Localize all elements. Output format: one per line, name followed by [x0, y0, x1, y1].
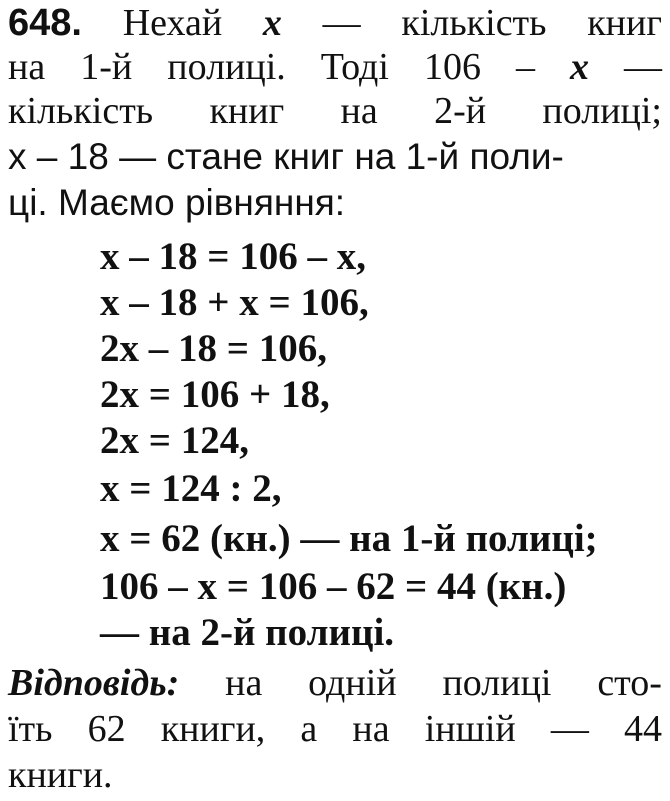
- word: полиці: [442, 662, 552, 704]
- word: Тоді: [320, 46, 389, 88]
- word: 1-й: [80, 46, 133, 88]
- variable-x: x: [262, 2, 282, 44]
- variable-x: x: [569, 46, 589, 88]
- equation-8: 106 – x = 106 – 62 = 44 (кн.): [100, 565, 567, 608]
- problem-number: 648.: [8, 2, 82, 44]
- word: а: [300, 708, 318, 750]
- equation-4: 2x = 106 + 18,: [100, 373, 330, 416]
- word: 106: [423, 46, 481, 88]
- equation-3: 2x – 18 = 106,: [100, 327, 327, 370]
- problem-line-4: x – 18 — стане книг на 1-й поли-: [8, 136, 564, 177]
- equation-2: x – 18 + x = 106,: [100, 281, 369, 324]
- word: іншій: [424, 708, 516, 750]
- word: сто-: [597, 662, 662, 704]
- word: 62: [87, 708, 126, 750]
- equation-9: — на 2-й полиці.: [100, 611, 395, 654]
- answer-line-2: [8, 706, 662, 752]
- word: книг: [209, 90, 285, 132]
- problem-line-2: [8, 44, 662, 90]
- answer-line-1: [8, 660, 662, 706]
- equation-6: x = 124 : 2,: [100, 467, 282, 510]
- word: Нехай: [122, 2, 223, 44]
- word: полиці;: [542, 90, 662, 132]
- word: 44: [623, 708, 662, 750]
- word: полиці.: [167, 46, 286, 88]
- dash: —: [322, 2, 361, 44]
- word: на: [8, 46, 46, 88]
- answer-label: Відповідь:: [8, 662, 180, 704]
- word: кількість: [401, 2, 547, 44]
- equation-1: x – 18 = 106 – x,: [100, 235, 366, 278]
- word: на: [340, 90, 378, 132]
- minus-sign: –: [515, 46, 535, 88]
- word: їть: [8, 708, 53, 750]
- word: кількість: [8, 90, 154, 132]
- word: на: [352, 708, 390, 750]
- word: 2-й: [434, 90, 487, 132]
- equation-5: 2x = 124,: [100, 419, 249, 462]
- dash: —: [550, 708, 589, 750]
- equation-7: x = 62 (кн.) — на 1-й полиці;: [100, 517, 598, 560]
- answer-line-3: книги.: [8, 754, 113, 796]
- word: одній: [308, 662, 397, 704]
- problem-line-3: [8, 88, 662, 134]
- problem-line-5: ці. Маємо рівняння:: [8, 182, 346, 223]
- dash: —: [624, 46, 662, 88]
- word: на: [225, 662, 263, 704]
- problem-line-1: [8, 0, 662, 46]
- word: книг: [587, 2, 662, 44]
- word: книги,: [160, 708, 266, 750]
